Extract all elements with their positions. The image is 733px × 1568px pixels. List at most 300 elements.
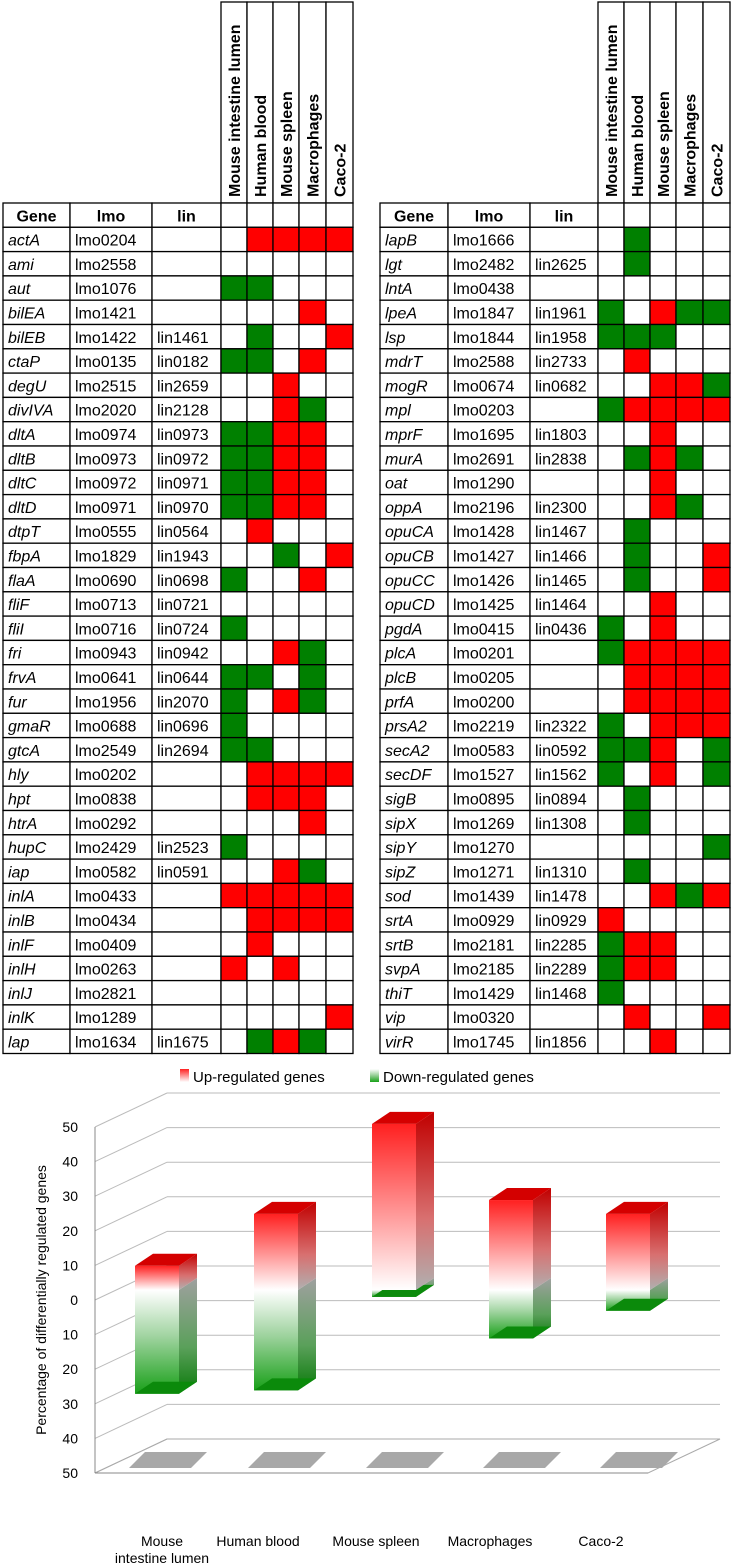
regulation-cell — [326, 252, 353, 276]
gene-name: sigB — [385, 791, 417, 809]
lin-id: lin0564 — [157, 524, 209, 542]
table-row — [3, 811, 353, 835]
regulation-cell — [624, 325, 650, 349]
gene-name: inlH — [8, 961, 36, 979]
gene-name: sod — [385, 888, 411, 906]
lmo-id: lmo0263 — [75, 961, 137, 979]
regulation-cell — [299, 981, 326, 1005]
y-tick-label: 10 — [62, 1326, 78, 1343]
y-tick-label: 50 — [62, 1465, 78, 1481]
gene-name: lapB — [385, 232, 418, 250]
regulation-cell — [299, 811, 326, 835]
regulation-cell — [650, 543, 676, 567]
regulation-cell — [598, 519, 624, 543]
regulation-cell — [299, 470, 326, 494]
table-cell — [152, 932, 221, 956]
table-cell — [152, 227, 221, 251]
regulation-cell — [624, 568, 650, 592]
regulation-cell — [221, 349, 247, 373]
regulation-cell — [247, 300, 273, 324]
left-condition-label: Mouse intestine lumen — [227, 24, 244, 197]
regulation-cell — [598, 738, 624, 762]
table-row — [3, 543, 353, 567]
gene-name: divIVA — [8, 402, 54, 420]
regulation-cell — [273, 349, 299, 373]
lin-id: lin0973 — [157, 427, 209, 444]
table-cell — [530, 1005, 598, 1029]
lmo-id: lmo1439 — [453, 888, 515, 906]
regulation-cell — [703, 227, 730, 251]
right-column-header: lin — [554, 208, 574, 226]
table-row — [380, 227, 730, 251]
y-tick-label: 30 — [62, 1188, 78, 1205]
regulation-cell — [299, 300, 326, 324]
lin-id: lin2289 — [535, 961, 587, 979]
regulation-cell — [247, 325, 273, 349]
regulation-cell — [650, 859, 676, 883]
regulation-cell — [247, 543, 273, 567]
bar-up-front — [254, 1214, 298, 1290]
floor-shadow — [129, 1452, 207, 1468]
regulation-cell — [624, 786, 650, 810]
regulation-cell — [299, 640, 326, 664]
left-column-header: lin — [177, 208, 196, 226]
lmo-id: lmo0690 — [75, 572, 137, 590]
gene-name: ctaP — [8, 354, 41, 372]
regulation-cell — [299, 1005, 326, 1029]
lin-id: lin0929 — [535, 913, 587, 930]
right-condition-label: Human blood — [630, 94, 647, 197]
table-row — [380, 859, 730, 883]
right-header-blank-cell — [650, 203, 676, 227]
right-header-blank-cell — [676, 203, 703, 227]
table-row — [3, 762, 353, 786]
regulation-cell — [273, 811, 299, 835]
regulation-cell — [247, 470, 273, 494]
regulation-cell — [624, 811, 650, 835]
lmo-id: lmo2020 — [75, 402, 137, 420]
lmo-id: lmo0974 — [75, 427, 137, 444]
lmo-id: lmo0895 — [453, 791, 515, 809]
regulation-cell — [247, 738, 273, 762]
right-header-blank-cell — [624, 203, 650, 227]
regulation-cell — [221, 592, 247, 616]
gene-name: dltA — [8, 427, 36, 444]
regulation-cell — [247, 592, 273, 616]
regulation-cell — [299, 713, 326, 737]
gene-name: dltD — [8, 499, 37, 517]
table-row — [380, 640, 730, 664]
lin-id: lin0721 — [157, 597, 209, 615]
gene-name: inlJ — [8, 985, 33, 1003]
gene-name: thiT — [385, 985, 412, 1003]
regulation-cell — [598, 859, 624, 883]
table-cell — [530, 397, 598, 421]
regulation-cell — [273, 373, 299, 397]
regulation-cell — [299, 543, 326, 567]
right-column-header: Gene — [393, 208, 435, 226]
table-row — [380, 738, 730, 762]
table-row — [380, 762, 730, 786]
regulation-cell — [598, 689, 624, 713]
regulation-cell — [676, 811, 703, 835]
regulation-cell — [676, 981, 703, 1005]
left-condition-label: Human blood — [253, 94, 270, 197]
gene-name: opuCB — [385, 548, 434, 566]
lmo-id: lmo2515 — [75, 378, 137, 396]
table-cell — [152, 811, 221, 835]
regulation-cell — [326, 640, 353, 664]
gene-name: hupC — [8, 840, 47, 858]
table-row — [3, 835, 353, 859]
regulation-cell — [273, 859, 299, 883]
regulation-cell — [676, 568, 703, 592]
regulation-cell — [299, 908, 326, 932]
regulation-cell — [703, 592, 730, 616]
regulation-cell — [273, 689, 299, 713]
table-row — [3, 981, 353, 1005]
table-row — [380, 373, 730, 397]
regulation-cell — [326, 981, 353, 1005]
regulation-cell — [624, 932, 650, 956]
table-cell — [152, 883, 221, 907]
y-tick-label: 20 — [62, 1361, 78, 1378]
regulation-cell — [273, 325, 299, 349]
lin-id: lin0724 — [157, 621, 209, 639]
regulation-cell — [221, 1005, 247, 1029]
regulation-cell — [598, 908, 624, 932]
table-row — [380, 349, 730, 373]
regulation-cell — [598, 713, 624, 737]
regulation-cell — [221, 325, 247, 349]
regulation-cell — [221, 373, 247, 397]
regulation-cell — [221, 981, 247, 1005]
lmo-id: lmo0292 — [75, 815, 137, 833]
lin-id: lin0972 — [157, 451, 209, 469]
gene-name: srtA — [385, 913, 414, 930]
regulation-cell — [299, 568, 326, 592]
table-row — [3, 908, 353, 932]
regulation-cell — [221, 713, 247, 737]
regulation-cell — [650, 786, 676, 810]
regulation-cell — [624, 422, 650, 446]
regulation-cell — [703, 665, 730, 689]
regulation-cell — [273, 883, 299, 907]
gene-name: inlF — [8, 937, 34, 955]
lin-id: lin1465 — [535, 572, 587, 590]
regulation-cell — [624, 738, 650, 762]
gene-name: hpt — [8, 791, 31, 809]
regulation-cell — [676, 883, 703, 907]
gene-name: svpA — [385, 961, 421, 979]
regulation-cell — [299, 616, 326, 640]
regulation-cell — [221, 762, 247, 786]
regulation-cell — [703, 640, 730, 664]
regulation-cell — [326, 446, 353, 470]
grid-line-depth — [95, 1197, 167, 1231]
table-row — [380, 495, 730, 519]
gene-name: lpeA — [385, 305, 418, 323]
lmo-id: lmo1427 — [453, 548, 515, 566]
regulation-cell — [299, 592, 326, 616]
regulation-cell — [221, 908, 247, 932]
regulation-cell — [247, 883, 273, 907]
lin-id: lin1466 — [535, 548, 587, 566]
table-row — [380, 616, 730, 640]
regulation-cell — [326, 592, 353, 616]
table-row — [380, 543, 730, 567]
lin-id: lin1308 — [535, 815, 587, 833]
regulation-cell — [676, 397, 703, 421]
y-tick-label: 50 — [62, 1119, 78, 1135]
regulation-cell — [650, 568, 676, 592]
table-row — [380, 932, 730, 956]
lmo-id: lmo2482 — [453, 256, 515, 274]
regulation-cell — [624, 883, 650, 907]
regulation-cell — [247, 859, 273, 883]
table-row — [380, 835, 730, 859]
regulation-cell — [273, 956, 299, 980]
table-row — [380, 300, 730, 324]
regulation-cell — [221, 519, 247, 543]
table-row — [3, 568, 353, 592]
lin-id: lin2285 — [535, 937, 587, 955]
gene-name: virR — [385, 1034, 414, 1052]
regulation-cell — [624, 446, 650, 470]
lmo-id: lmo1844 — [453, 329, 515, 347]
regulation-cell — [624, 859, 650, 883]
regulation-cell — [273, 738, 299, 762]
lmo-id: lmo0838 — [75, 791, 137, 809]
regulation-cell — [703, 762, 730, 786]
gene-name: fliF — [8, 597, 30, 615]
regulation-cell — [326, 422, 353, 446]
regulation-cell — [624, 300, 650, 324]
table-row — [3, 373, 353, 397]
regulation-cell — [624, 665, 650, 689]
regulation-cell — [221, 738, 247, 762]
regulation-cell — [247, 252, 273, 276]
regulation-cell — [247, 446, 273, 470]
regulation-cell — [598, 227, 624, 251]
regulation-cell — [299, 689, 326, 713]
gene-name: bilEB — [8, 329, 46, 347]
regulation-cell — [650, 519, 676, 543]
regulation-cell — [247, 568, 273, 592]
regulation-cell — [273, 592, 299, 616]
regulation-cell — [247, 349, 273, 373]
table-row — [3, 325, 353, 349]
lin-id: lin2694 — [157, 742, 209, 760]
lmo-id: lmo1847 — [453, 305, 515, 323]
regulation-cell — [299, 252, 326, 276]
table-cell — [530, 835, 598, 859]
y-tick-label: 10 — [62, 1257, 78, 1274]
table-row — [380, 276, 730, 300]
regulation-cell — [676, 422, 703, 446]
gene-name: opuCA — [385, 524, 434, 542]
regulation-cell — [650, 908, 676, 932]
regulation-cell — [703, 981, 730, 1005]
regulation-cell — [299, 495, 326, 519]
bars — [135, 1112, 668, 1394]
regulation-cell — [299, 835, 326, 859]
regulation-cell — [273, 908, 299, 932]
lin-id: lin2838 — [535, 451, 587, 469]
regulation-cell — [299, 349, 326, 373]
regulation-cell — [624, 956, 650, 980]
legend-swatch-down — [370, 1069, 379, 1082]
lmo-id: lmo2196 — [453, 499, 515, 517]
lmo-id: lmo0433 — [75, 888, 137, 906]
gene-name: fbpA — [8, 548, 41, 566]
gene-name: mpl — [385, 402, 411, 420]
gene-name: bilEA — [8, 305, 46, 323]
chart-legend — [180, 1069, 534, 1086]
lmo-id: lmo0201 — [453, 645, 515, 663]
table-row — [3, 786, 353, 810]
lin-id: lin0436 — [535, 621, 587, 639]
regulation-cell — [624, 276, 650, 300]
regulation-cell — [273, 786, 299, 810]
regulation-cell — [273, 713, 299, 737]
regulation-cell — [326, 397, 353, 421]
regulation-cell — [676, 835, 703, 859]
regulation-cell — [598, 835, 624, 859]
table-row — [380, 325, 730, 349]
lmo-id: lmo1289 — [75, 1010, 137, 1028]
table-row — [380, 713, 730, 737]
regulation-cell — [247, 981, 273, 1005]
gene-name: ami — [8, 256, 34, 274]
regulation-cell — [703, 397, 730, 421]
table-row — [380, 883, 730, 907]
gene-name: prfA — [385, 694, 415, 712]
regulation-cell — [326, 1005, 353, 1029]
regulation-cell — [650, 616, 676, 640]
table-row — [3, 956, 353, 980]
table-row — [380, 1005, 730, 1029]
regulation-cell — [650, 592, 676, 616]
table-row — [380, 470, 730, 494]
regulation-cell — [326, 276, 353, 300]
lmo-id: lmo0641 — [75, 670, 137, 687]
gene-name: oppA — [385, 499, 423, 517]
gene-name: pgdA — [385, 621, 423, 639]
lmo-id: lmo1956 — [75, 694, 137, 712]
right-header-blank-cell — [598, 203, 624, 227]
gene-name: actA — [8, 232, 41, 250]
grid-line-depth — [95, 1128, 167, 1162]
lmo-id: lmo0713 — [75, 597, 137, 615]
regulation-cell — [273, 252, 299, 276]
regulation-cell — [598, 981, 624, 1005]
regulation-cell — [326, 300, 353, 324]
lmo-id: lmo2549 — [75, 742, 137, 760]
regulation-cell — [703, 349, 730, 373]
regulation-cell — [247, 640, 273, 664]
bar-up-side — [416, 1112, 434, 1290]
gene-name: lntA — [385, 281, 413, 299]
lin-id: lin1562 — [535, 767, 587, 785]
gene-name: flaA — [8, 572, 36, 590]
regulation-cell — [326, 956, 353, 980]
regulation-cell — [650, 811, 676, 835]
y-tick-label: 40 — [62, 1430, 78, 1447]
regulation-cell — [299, 932, 326, 956]
table-row — [3, 859, 353, 883]
floor-shadow — [366, 1452, 444, 1468]
table-row — [380, 908, 730, 932]
regulation-cell — [703, 325, 730, 349]
lin-id: lin1478 — [535, 888, 587, 906]
regulation-cell — [326, 325, 353, 349]
regulation-cell — [598, 616, 624, 640]
regulation-cell — [650, 349, 676, 373]
regulation-cell — [624, 519, 650, 543]
gene-name: iap — [8, 864, 30, 882]
lin-id: lin1961 — [535, 305, 587, 323]
regulation-cell — [221, 543, 247, 567]
regulation-cell — [299, 859, 326, 883]
lin-id: lin1803 — [535, 427, 587, 444]
lmo-id: lmo2185 — [453, 961, 515, 979]
regulation-cell — [273, 835, 299, 859]
regulation-cell — [703, 373, 730, 397]
regulation-cell — [598, 883, 624, 907]
regulation-cell — [247, 956, 273, 980]
regulation-cell — [247, 689, 273, 713]
regulation-cell — [326, 883, 353, 907]
regulation-cell — [247, 616, 273, 640]
lin-id: lin2659 — [157, 378, 209, 396]
lmo-id: lmo1426 — [453, 572, 515, 590]
gene-name: lgt — [385, 256, 402, 274]
regulation-cell — [703, 519, 730, 543]
regulation-cell — [650, 446, 676, 470]
lmo-id: lmo0135 — [75, 354, 137, 372]
lin-id: lin1467 — [535, 524, 587, 542]
regulation-cell — [326, 373, 353, 397]
regulation-cell — [273, 227, 299, 251]
regulation-cell — [624, 835, 650, 859]
regulation-cell — [650, 1005, 676, 1029]
table-row — [3, 300, 353, 324]
gene-name: sipZ — [385, 864, 416, 882]
gene-name: dltB — [8, 451, 36, 469]
right-header-blank-cell — [703, 203, 730, 227]
lin-id: lin0971 — [157, 475, 209, 493]
regulation-cell — [273, 422, 299, 446]
table-row — [3, 665, 353, 689]
table-row — [3, 592, 353, 616]
regulation-cell — [247, 495, 273, 519]
regulation-cell — [273, 519, 299, 543]
regulation-cell — [326, 616, 353, 640]
regulation-cell — [676, 325, 703, 349]
regulation-cell — [624, 762, 650, 786]
table-cell — [530, 640, 598, 664]
regulation-cell — [650, 276, 676, 300]
regulation-cell — [598, 762, 624, 786]
table-row — [380, 397, 730, 421]
gene-name: mdrT — [385, 354, 423, 372]
lmo-id: lmo0972 — [75, 475, 137, 493]
legend-label-up: Up-regulated genes — [193, 1069, 325, 1086]
regulation-cell — [650, 640, 676, 664]
regulation-cell — [598, 932, 624, 956]
regulation-cell — [299, 422, 326, 446]
